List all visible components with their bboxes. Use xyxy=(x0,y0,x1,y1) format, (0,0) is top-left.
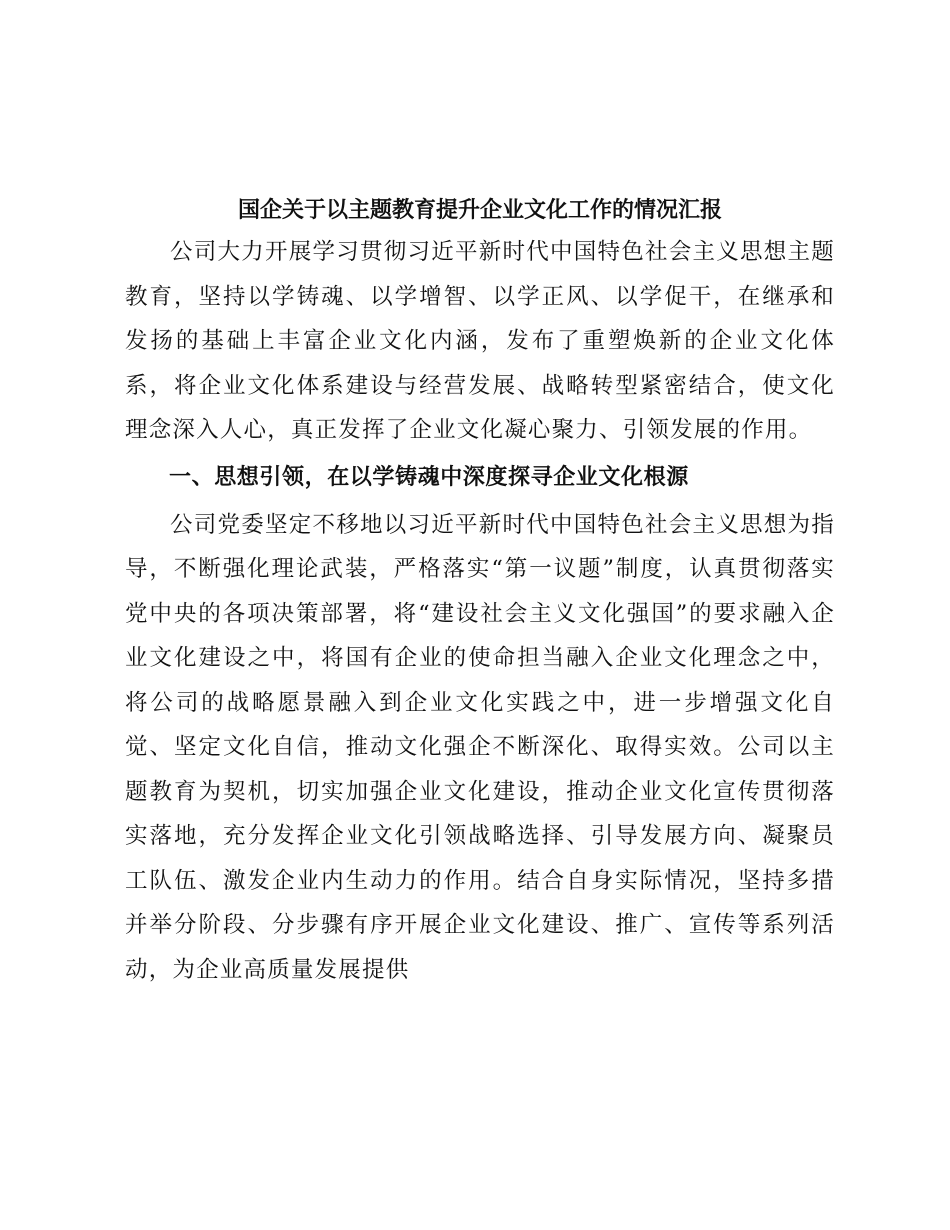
document-title: 国企关于以主题教育提升企业文化工作的情况汇报 xyxy=(237,197,722,223)
section-heading: 一、思想引领，在以学铸魂中深度探寻企业文化根源 xyxy=(169,464,689,490)
section-body-paragraph: 公司党委坚定不移地以习近平新时代中国特色社会主义思想为指导，不断强化理论武装，严格落实“第一议题”制度，认真贯彻落实党中央的各项决策部署，将“建设社会主义文化强国”的要求融入企业文化建设之中，将国有企业的使命担当融入企业文化理念之中，将公司的战略愿景融入到企业文化实践之中，进一步增强文化自觉、坚定文化自信，推动文化强企不断深化、取得实效。公司以主题教育为契机，切实加强企业文化建设，推动企业文化宣传贯彻落实落地，充分发挥企业文化引领战略选择、引导发展方向、凝聚员工队伍、激发企业内生动力的作用。结合自身实际情况，坚持多措并举分阶段、分步骤有序开展企业文化建设、推广、宣传等系列活动，为企业高质量发展提供 xyxy=(125,511,835,983)
intro-paragraph: 公司大力开展学习贯彻习近平新时代中国特色社会主义思想主题教育，坚持以学铸魂、以学增智、以学正风、以学促干，在继承和发扬的基础上丰富企业文化内涵，发布了重塑焕新的企业文化体系，将企业文化体系建设与经营发展、战略转型紧密结合，使文化理念深入人心，真正发挥了企业文化凝心聚力、引领发展的作用。 xyxy=(125,239,835,443)
document-page xyxy=(125,190,835,992)
